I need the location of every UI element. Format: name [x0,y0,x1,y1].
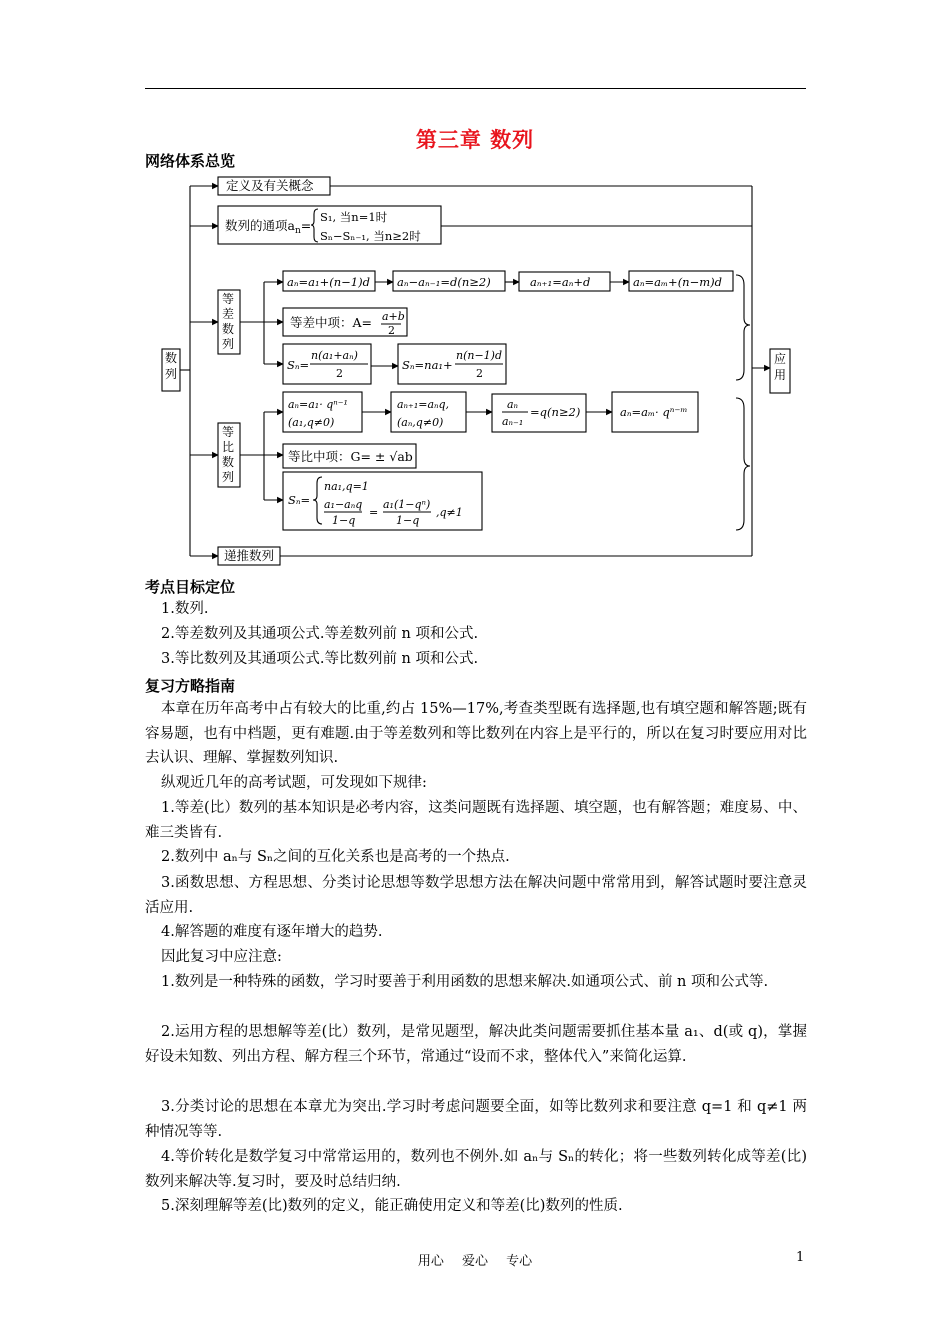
rule-1: 1.等差(比）数列的基本知识是必考内容，这类问题既有选择题、填空题，也有解答题；难度易、中、难三类皆有. [145,800,807,841]
geo-mean: 等比中项：G= ± √ab [288,449,413,464]
footer-slogan: 用心 爱心 专心 [417,1254,533,1269]
geo-sum-num1: a₁−aₙq [324,498,363,511]
target-item-3: 3.等比数列及其通项公式.等比数列前 n 项和公式. [161,651,479,667]
note-1: 1.数列是一种特殊的函数，学习时要善于利用函数的思想来解决.如通项公式、前 n 项和公式等. [161,974,769,990]
guide-lead: 纵观近几年的高考试题，可发现如下规律: [161,775,427,791]
rule-3: 3.函数思想、方程思想、分类讨论思想等数学思想方法在解决问题中常常用到，解答试题时要注意灵活应用. [145,875,807,916]
arith-formula-3: aₙ₊₁=aₙ+d [530,275,591,289]
geo-formula-3-rhs: =q(n≥2) [530,405,581,419]
arithmetic-node: 等差数列 [222,292,235,351]
rule-2: 2.数列中 aₙ与 Sₙ之间的互化关系也是高考的一个热点. [161,849,510,865]
note-2: 2.运用方程的思想解等差(比）数列，是常见题型，解决此类问题需要抓住基本量 a₁、d(或 q)，掌握好设未知数、列出方程、解方程三个环节，常通过“设而不求，整体代入”来简化运算. [145,1024,807,1065]
application-node: 应用 [774,352,787,382]
arith-mean-den: 2 [388,324,395,337]
sequence-node: 数列 [165,351,178,381]
chapter-title: 第三章 数列 [415,128,535,152]
note-4: 4.等价转化是数学复习中常常运用的，数列也不例外.如 aₙ与 Sₙ的转化；将一些数列转化成等差(比)数列来解决等.复习时，要及时总结归纳. [145,1149,807,1190]
guide-heading: 复习方略指南 [145,677,236,695]
targets-heading: 考点目标定位 [145,578,236,596]
page-number: 1 [796,1250,805,1265]
geo-sum-cond: ,q≠1 [436,506,463,519]
geo-sum-case1: na₁,q=1 [324,480,369,493]
geo-sum-lhs: Sₙ= [288,493,311,507]
definition-node: 定义及有关概念 [226,178,314,193]
geo-sum-num2: a₁(1−qⁿ) [383,498,431,511]
arith-mean-num: a+b [382,310,405,323]
geo-sum-den2: 1−q [396,514,420,527]
guide-intro: 本章在历年高考中占有较大的比重,约占 15%—17%,考查类型既有选择题,也有填空题和解答题;既有容易题，也有中档题，更有难题.由于等差数列和等比数列在内容上是平行的，所以在复习时要应用对比去认识、理解、掌握数列知识. [145,701,807,766]
recursive-node: 递推数列 [224,548,275,563]
arith-formula-1: aₙ=a₁+(n−1)d [287,275,370,289]
arith-formula-2: aₙ−aₙ₋₁=d(n≥2) [397,275,491,289]
arith-mean-label: 等差中项：A= [290,315,373,330]
arith-sum1-den: 2 [336,367,343,380]
geo-formula-2a: aₙ₊₁=aₙq, [397,398,450,411]
target-item-2: 2.等差数列及其通项公式.等差数列前 n 项和公式. [161,626,479,642]
arith-sum2-lhs: Sₙ=na₁+ [402,358,453,372]
geo-formula-1b: (a₁,q≠0) [288,416,335,429]
geo-formula-3-num: aₙ [507,398,519,411]
arith-sum1-num: n(a₁+aₙ) [311,349,358,362]
general-term-case2: Sₙ−Sₙ₋₁, 当n≥2时 [320,229,421,243]
geo-formula-3-den: aₙ₋₁ [502,415,524,428]
arith-sum2-num: n(n−1)d [456,349,503,362]
geometric-node: 等比数列 [222,425,235,484]
geo-formula-2b: (aₙ,q≠0) [397,416,444,429]
arith-sum2-den: 2 [476,367,483,380]
guide-lead2: 因此复习中应注意: [161,949,282,965]
geo-formula-4: aₙ=aₘ· qⁿ⁻ᵐ [620,405,688,419]
note-5: 5.深刻理解等差(比)数列的定义，能正确使用定义和等差(比)数列的性质. [161,1198,623,1214]
arith-formula-4: aₙ=aₘ+(n−m)d [633,275,722,289]
geo-formula-1a: aₙ=a₁· qⁿ⁻¹ [288,398,348,411]
knowledge-network-diagram [0,0,950,580]
general-term-label: 数列的通项$a_n=$ [225,218,312,236]
network-heading: 网络体系总览 [145,152,236,170]
target-item-1: 1.数列. [161,601,209,617]
arith-sum1-lhs: Sₙ= [287,358,310,372]
general-term-case1: S₁, 当n=1时 [320,210,388,224]
note-3: 3.分类讨论的思想在本章尤为突出.学习时考虑问题要全面，如等比数列求和要注意 q=1 和 q≠1 两种情况等等. [145,1099,807,1140]
geo-sum-den1: 1−q [332,514,356,527]
rule-4: 4.解答题的难度有逐年增大的趋势. [161,924,383,940]
geo-sum-eq: = [369,506,379,519]
